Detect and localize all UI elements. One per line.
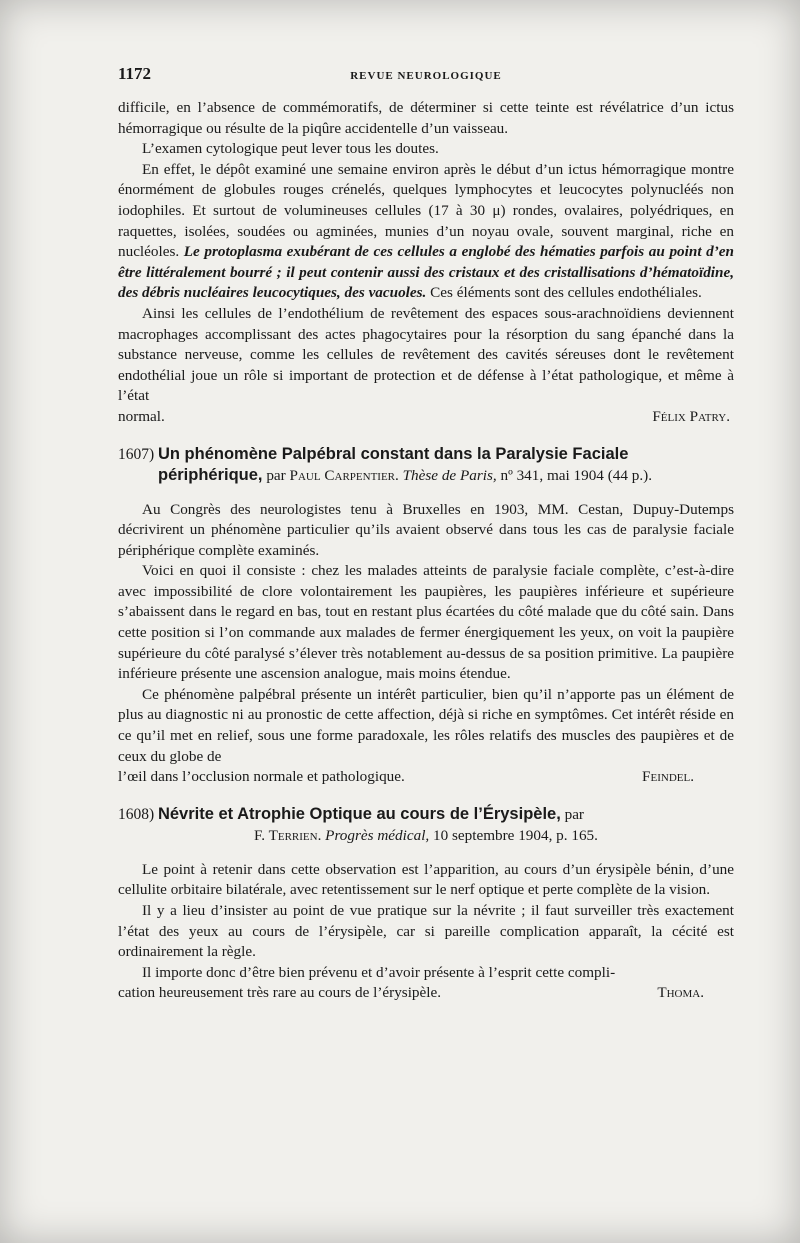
paragraph-text: En effet, le dépôt examiné une semaine environ après le début d’un ictus hémorragique montre énormément de globules rouges crénelés, quelques lymphocytes et leucocytes polynucléés non iodophiles. Et surtout de volumineuses cellules (17 à 30 μ) rondes, ovalaires, polyédriques, en raquettes, isolées, soudées ou agminées, munies d’un noyau ovale, souvent marginal, riche en nucléoles. [118,160,734,261]
paragraph: Ainsi les cellules de l’endothélium de revêtement des espaces sous-arachnoïdiens deviennent macrophages accomplissant des actes phagocytaires pour la résorption du sang épanché dans la substance nerveuse, comme les cellules de revêtement des cavités séreuses dont le revêtement endothélial joue un rôle si important de protection et de défense à l’état pathologique, et même à l’état [118,304,734,405]
signature-line [118,983,734,1004]
article-details: 10 septembre 1904, p. 165. [433,826,598,844]
page-content [118,64,734,1004]
italic-passage: Le protoplasma exubérant de ces cellules a englobé des hématies parfois au point d’en être littéralement bourré ; il peut contenir aussi des cristaux et des cristallisations d’hématoïdine, des débris nucléaires leucocytiques, des vacuoles. [118,243,734,302]
paragraph [118,160,734,304]
paragraph: Ce phénomène palpébral présente un intérêt particulier, bien qu’il n’apporte pas un élément de plus au diagnostic ni au pronostic de cette affection, déjà si riche en symptômes. Cet intérêt réside en ce qu’il met en relief, sous une forme paradoxale, les rôles relatifs des muscles des paupières et de ceux du globe de [118,685,734,765]
paragraph-last-line: cation heureusement très rare au cours de l’érysipèle. [118,984,442,1002]
paragraph: Le point à retenir dans cette observation est l’apparition, au cours d’un érysipèle bénin, d’une cellulite orbitaire bilatérale, avec retentissement sur le nerf optique et perte complète de la vision. [118,860,734,899]
signature: Félix Patry. [652,407,730,425]
paragraph: Il y a lieu d’insister au point de vue pratique sur la névrite ; il faut surveiller très exactement l’état des yeux au cours de l’érysipèle, car si pareille complication apparaît, la cécité est ordinairement la règle. [118,902,734,961]
paragraph-text: Ces éléments sont des cellules endothéliales. [430,284,702,302]
paragraph: Il importe donc d’être bien prévenu et d’avoir présente à l’esprit cette compli- [142,963,616,981]
signature-line [118,767,734,788]
paragraph-last-line: normal. [118,407,165,425]
article-number: 1608) [118,805,155,823]
by-word: par [564,805,584,823]
paragraph-last-line: l’œil dans l’occlusion normale et pathologique. [118,768,405,786]
article-title-cont: périphérique, [158,465,263,484]
article-source: Thèse de Paris, [402,466,497,484]
paragraph: L’examen cytologique peut lever tous les doutes. [142,140,439,158]
article-source: Progrès médical, [325,826,430,844]
article-details: nº 341, mai 1904 (44 p.). [500,466,652,484]
paragraph: difficile, en l’absence de commémoratifs, de déterminer si cette teinte est révélatrice d’un ictus hémorragique ou résulte de la piqûre accidentelle d’un vaisseau. [118,99,734,137]
signature-line [118,407,734,428]
signature: Feindel. [642,768,694,786]
journal-title: REVUE NEUROLOGIQUE [350,70,502,82]
paragraph: Au Congrès des neurologistes tenu à Bruxelles en 1903, MM. Cestan, Dupuy-Dutemps décrivirent un phénomène particulier qu’ils avaient observé dans tous les cas de paralysie faciale périphérique complète examinés. [118,500,734,559]
article-heading-1608 [118,804,734,846]
article-number: 1607) [118,445,155,463]
running-head [118,64,734,86]
signature: Thoma. [657,984,704,1002]
paragraph: Voici en quoi il consiste : chez les malades atteints de paralysie faciale complète, c’est-à-dire avec impossibilité de clore volontairement les paupières, les paupières inférieure et supérieure s’abaissent dans le regard en bas, tout en restant plus écartées du côté malade que du côté sain. Dans cette position si l’on commande aux malades de fermer énergiquement les yeux, on voit la paupière supérieure du côté paralysé s’élever très notablement au-dessus de sa position primitive. La paupière inférieure présente une ascension analogue, mais moins étendue. [118,562,734,683]
article-title: Un phénomène Palpébral constant dans la Paralysie Faciale [157,444,629,463]
by-word: par [266,466,286,484]
article-heading-1607 [118,444,734,486]
page-number: 1172 [118,64,152,83]
article-author: F. Terrien. [254,826,322,844]
article-author: Paul Carpentier. [289,466,399,484]
article-title: Névrite et Atrophie Optique au cours de l’Érysipèle, [157,804,561,823]
